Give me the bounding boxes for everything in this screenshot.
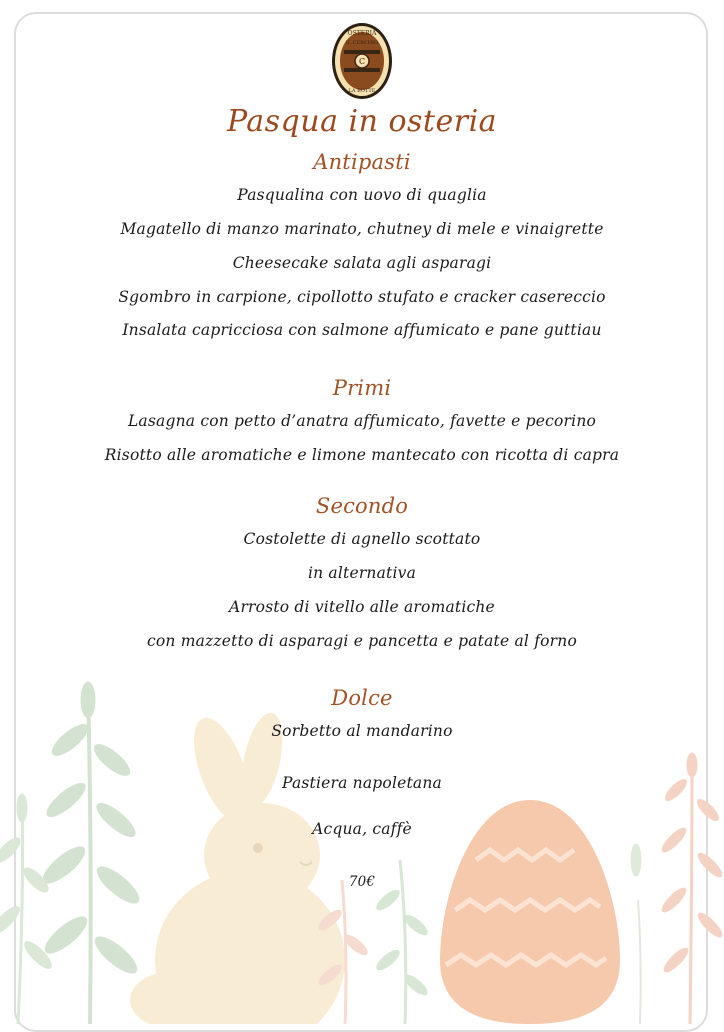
bunny-icon	[130, 709, 345, 1024]
svg-text:OSTERIA: OSTERIA	[347, 30, 377, 37]
menu-title: Pasqua in osteria	[226, 104, 498, 139]
menu-item: Acqua, caffè	[312, 820, 412, 838]
svg-text:IL CERCHIO: IL CERCHIO	[345, 40, 379, 46]
menu-item: Insalata capricciosa con salmone affumicato e pane guttiau	[122, 321, 602, 339]
section-title-primi: Primi	[332, 376, 392, 400]
menu-item: Costolette di agnello scottato	[243, 530, 481, 548]
menu-item: Sgombro in carpione, cipollotto stufato e cracker casereccio	[118, 288, 606, 306]
menu-item: con mazzetto di asparagi e pancetta e patate al forno	[146, 632, 577, 650]
menu-price: 70€	[348, 874, 376, 890]
menu-item: Magatello di manzo marinato, chutney di mele e vinaigrette	[120, 220, 604, 238]
svg-text:C: C	[358, 57, 366, 66]
osteria-logo	[331, 22, 393, 100]
menu-item: Cheesecake salata agli asparagi	[232, 254, 492, 272]
menu-item: Risotto alle aromatiche e limone mantecato con ricotta di capra	[104, 446, 620, 464]
menu-item: Sorbetto al mandarino	[271, 722, 453, 740]
menu-item: in alternativa	[307, 564, 417, 582]
section-title-antipasti: Antipasti	[313, 150, 411, 174]
svg-text:LA BOTTE: LA BOTTE	[348, 88, 376, 94]
menu-item: Lasagna con petto d’anatra affumicato, favette e pecorino	[127, 412, 597, 430]
leaf-branch-icon	[631, 844, 641, 1024]
section-title-secondo: Secondo	[315, 494, 409, 518]
section-title-dolce: Dolce	[331, 686, 393, 710]
menu-item: Pastiera napoletana	[282, 774, 442, 792]
menu-item: Arrosto di vitello alle aromatiche	[229, 598, 495, 616]
menu-item: Pasqualina con uovo di quaglia	[237, 186, 487, 204]
